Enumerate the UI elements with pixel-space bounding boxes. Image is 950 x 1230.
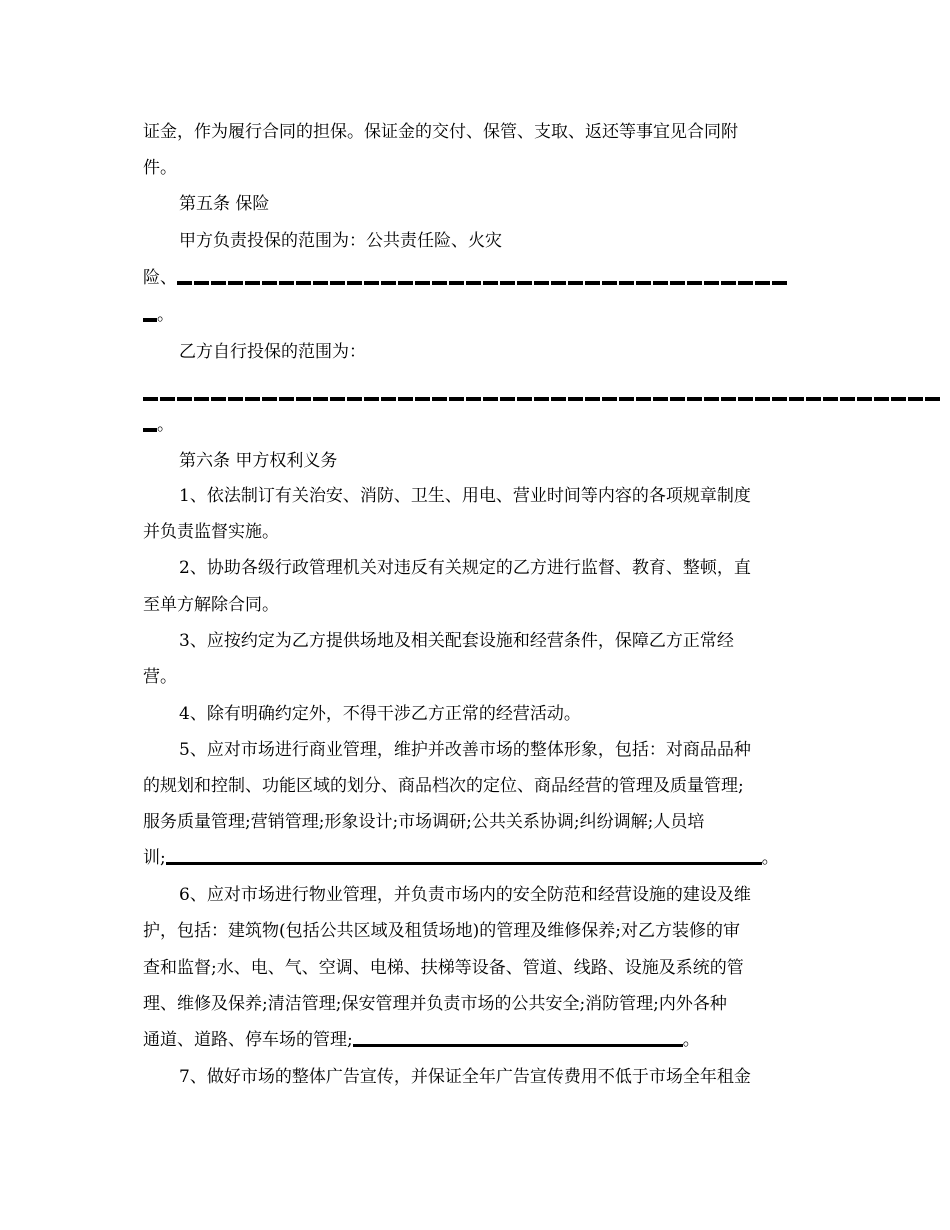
- text-line: [143, 267, 789, 289]
- line-text: 险、: [143, 268, 177, 288]
- text-line: 至单方解除合同。: [143, 595, 279, 615]
- line-text: 通道、道路、停车场的管理;: [143, 1030, 353, 1050]
- fill-blank: [143, 397, 940, 401]
- text-line: 3、应按约定为乙方提供场地及相关配套设施和经营条件，保障乙方正常经: [179, 631, 734, 651]
- line-text: 。: [761, 848, 779, 868]
- text-line: 并负责监督实施。: [143, 522, 279, 542]
- section-heading: 第六条 甲方权利义务: [179, 451, 338, 471]
- fill-blank: [143, 318, 157, 322]
- text-line: 件。: [143, 158, 177, 178]
- fill-blank: [177, 281, 789, 285]
- text-line: 甲方负责投保的范围为：公共责任险、火灾: [179, 231, 502, 251]
- text-line: 2、协助各级行政管理机关对违反有关规定的乙方进行监督、教育、整顿，直: [179, 558, 751, 578]
- line-text: 。: [682, 1030, 700, 1050]
- text-line: 6、应对市场进行物业管理，并负责市场内的安全防范和经营设施的建设及维: [179, 885, 751, 905]
- text-line: 7、做好市场的整体广告宣传，并保证全年广告宣传费用不低于市场全年租金: [179, 1067, 751, 1087]
- fill-blank: [143, 428, 157, 432]
- text-line: [143, 414, 174, 436]
- fill-blank: [353, 1044, 683, 1047]
- text-line: 营。: [143, 667, 177, 687]
- text-line: 护，包括：建筑物(包括公共区域及租赁场地)的管理及维修保养;对乙方装修的审: [143, 921, 740, 941]
- fill-blank: [166, 862, 762, 865]
- text-line: [143, 1029, 700, 1051]
- text-line: 5、应对市场进行商业管理，维护并改善市场的整体形象，包括：对商品品种: [179, 740, 751, 760]
- text-line: 查和监督;水、电、气、空调、电梯、扶梯等设备、管道、线路、设施及系统的管: [143, 958, 744, 978]
- line-text: 。: [157, 305, 174, 325]
- text-line: 证金，作为履行合同的担保。保证金的交付、保管、支取、返还等事宜见合同附: [143, 122, 738, 142]
- text-line: [143, 383, 940, 405]
- line-text: 。: [157, 415, 174, 435]
- text-line: 4、除有明确约定外，不得干涉乙方正常的经营活动。: [179, 704, 581, 724]
- text-line: 的规划和控制、功能区域的划分、商品档次的定位、商品经营的管理及质量管理;: [143, 776, 744, 796]
- section-heading: 第五条 保险: [179, 194, 270, 214]
- text-line: 1、依法制订有关治安、消防、卫生、用电、营业时间等内容的各项规章制度: [179, 486, 751, 506]
- text-line: [143, 304, 174, 326]
- text-line: 理、维修及保养;清洁管理;保安管理并负责市场的公共安全;消防管理;内外各种: [143, 994, 727, 1014]
- text-line: [143, 847, 779, 869]
- line-text: 训;: [143, 848, 166, 868]
- text-line: 乙方自行投保的范围为：: [179, 342, 366, 362]
- text-line: 服务质量管理;营销管理;形象设计;市场调研;公共关系协调;纠纷调解;人员培: [143, 812, 705, 832]
